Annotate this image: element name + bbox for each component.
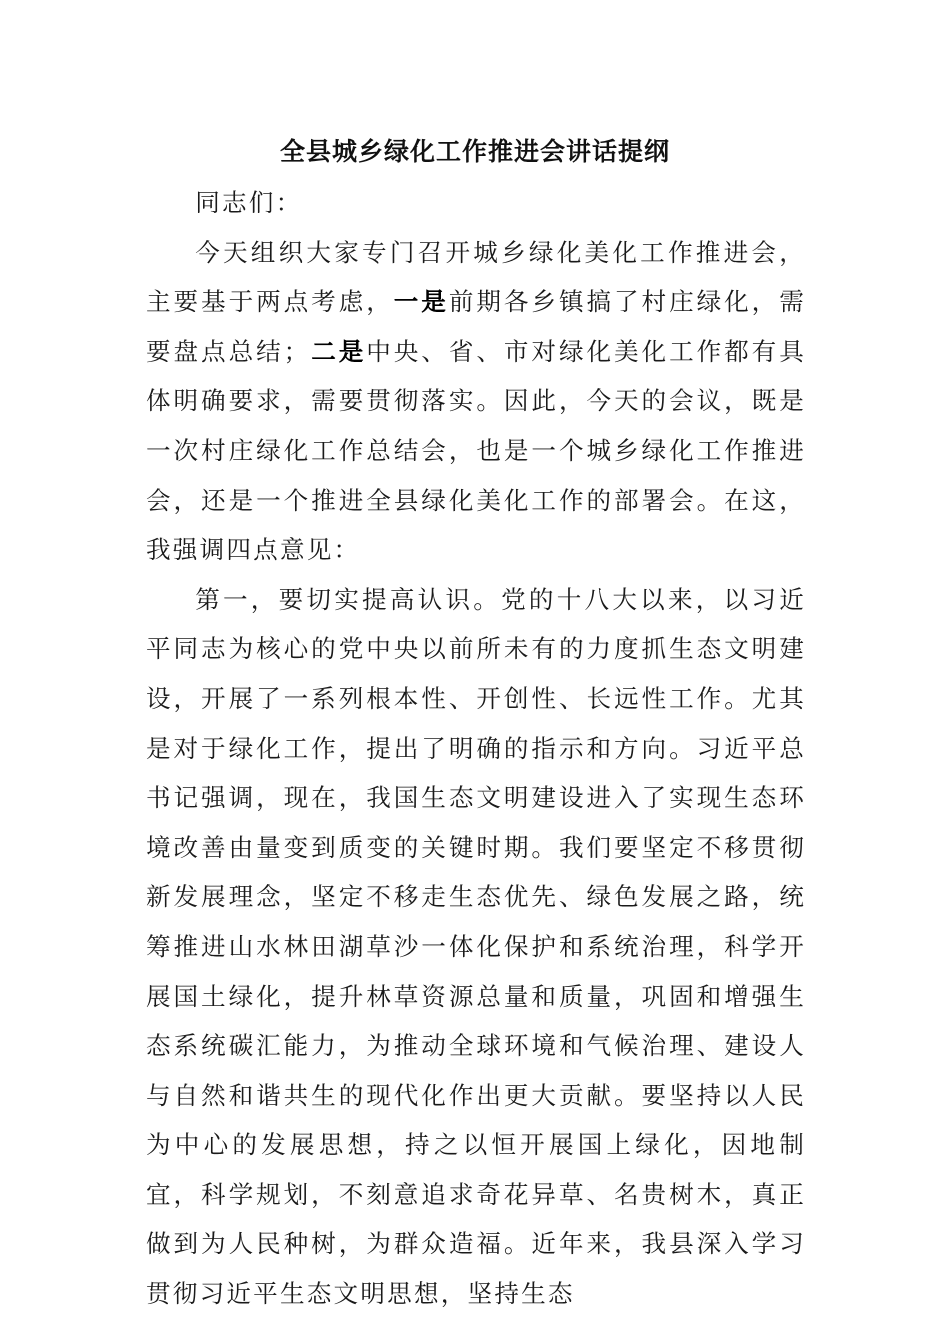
document-title: 全县城乡绿化工作推进会讲话提纲 [279,137,670,166]
salutation: 同志们： [195,188,303,217]
paragraph-intro [146,228,806,575]
point-two-label: 二是 [310,336,367,366]
intro-text-2: 前期各乡镇搞了村庄绿化，需要盘点总结； [146,287,806,366]
point-one-label: 一是 [393,287,449,317]
intro-text-1: 今天组织大家专门召开城乡绿化美化工作推进会，主要基于两点考虑， [146,237,806,317]
intro-text-3: 中央、省、市对绿化美化工作都有具体明确要求，需要贯彻落实。因此，今天的会议，既是一次村庄绿化工作总结会，也是一个城乡绿化工作推进会，还是一个推进全县绿化美化工作的部署会。在这，我强调四点意见： [146,336,806,565]
document-body [146,178,806,1319]
paragraph-first-point: 第一，要切实提高认识。党的十八大以来，以习近平同志为核心的党中央以前所未有的力度抓生态文明建设，开展了一系列根本性、开创性、长远性工作。尤其是对于绿化工作，提出了明确的指示和方向。习近平总书记强调，现在，我国生态文明建设进入了实现生态环境改善由量变到质变的关键时期。我们要坚定不移贯彻新发展理念，坚定不移走生态优先、绿色发展之路，统筹推进山水林田湖草沙一体化保护和系统治理，科学开展国土绿化，提升林草资源总量和质量，巩固和增强生态系统碳汇能力，为推动全球环境和气候治理、建设人与自然和谐共生的现代化作出更大贡献。要坚持以人民为中心的发展思想，持之以恒开展国上绿化，因地制宜，科学规划，不刻意追求奇花异草、名贵树木，真正做到为人民种树，为群众造福。近年来，我县深入学习贯彻习近平生态文明思想，坚持生态 [146,584,806,1309]
